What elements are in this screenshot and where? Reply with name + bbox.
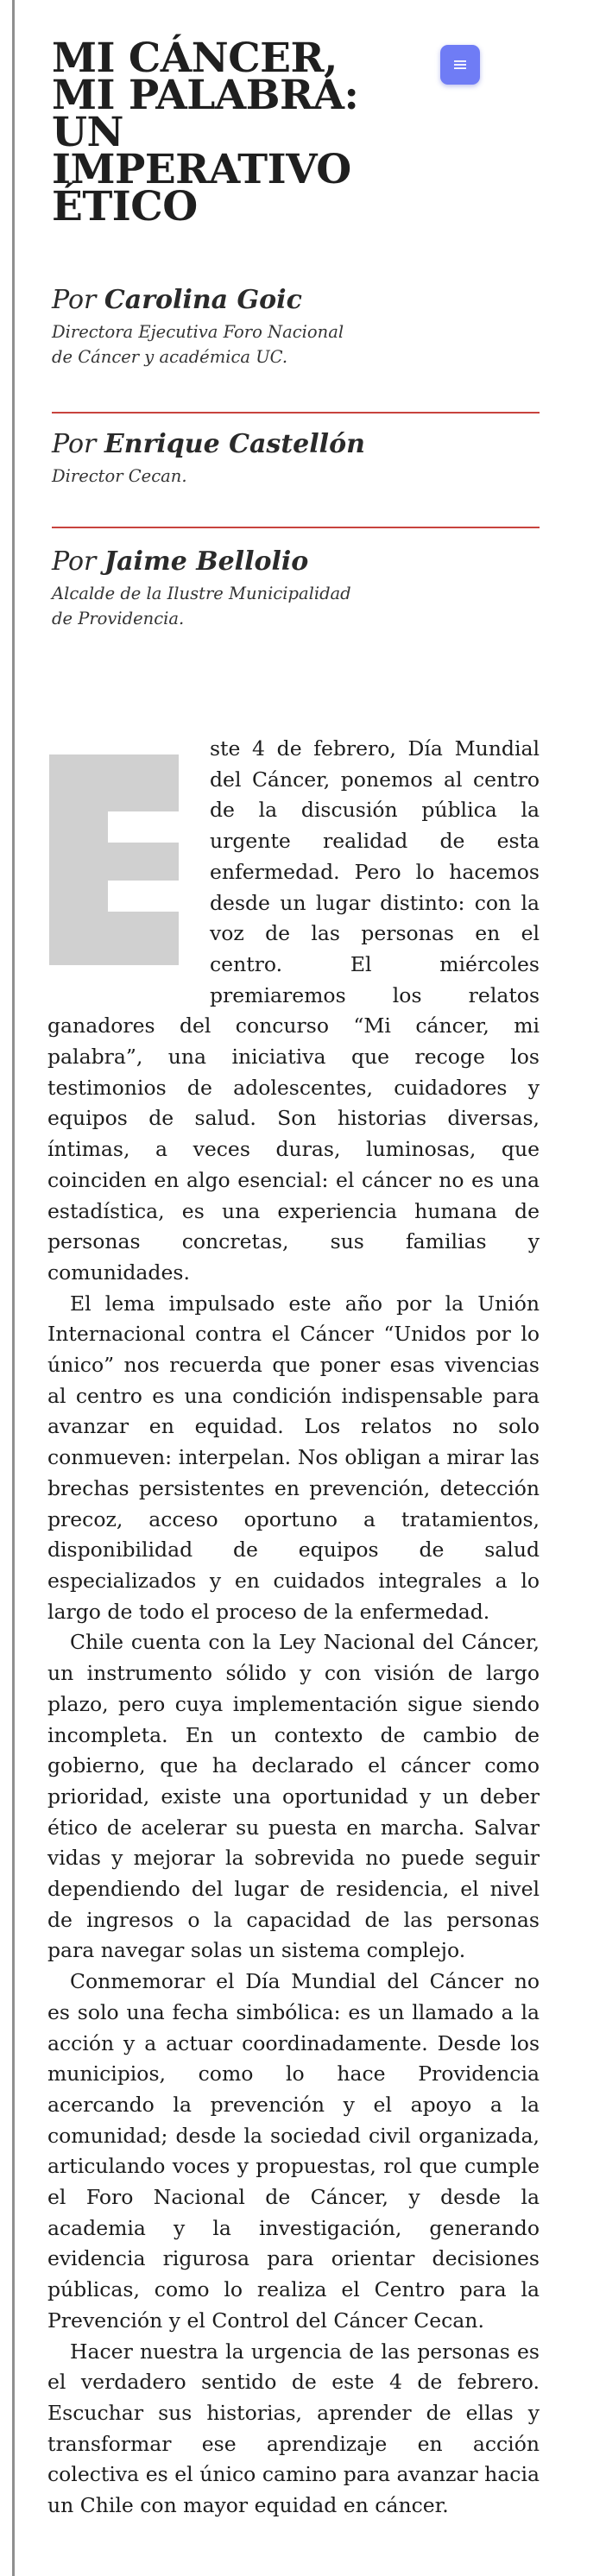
headline — [52, 35, 432, 230]
article-paragraph: Chile cuenta con la Ley Nacional del Cáncer, un instrumento sólido y con visión de largo plazo, pero cuya implementación sigue siendo incompleta. En un contexto de cambio de gobierno, que ha declarado el cáncer como prioridad, existe una oportunidad y un deber ético de acelerar su puesta en marcha. Salvar vidas y mejorar la sobrevida no puede seguir dependiendo del lugar de residencia, el nivel de ingresos o la capacidad de las personas para navegar solas un sistema complejo. — [47, 1630, 540, 1963]
drop-cap — [47, 754, 193, 979]
author-block — [52, 546, 535, 631]
author-separator — [52, 412, 540, 414]
headline-line-4: ÉTICO — [52, 183, 198, 230]
menu-icon — [452, 59, 468, 71]
author-role-line: de Cáncer y académica UC. — [52, 347, 288, 367]
author-block — [52, 429, 535, 489]
author-role-line: Director Cecan. — [52, 466, 187, 486]
headline-line-1: MI CÁNCER, — [52, 35, 338, 82]
author-separator — [52, 527, 540, 528]
drop-cap-block — [49, 754, 179, 965]
article-paragraph: Hacer nuestra la urgencia de las personas es el verdadero sentido de este 4 de febrero. Escuchar sus historias, aprender de ellas y transformar ese aprendizaje en acción colectiva es el único camino para avanzar hacia un Chile con mayor equidad en cáncer. — [47, 2339, 540, 2518]
author-role-line: Directora Ejecutiva Foro Nacional — [52, 322, 344, 342]
byline-prefix: Por — [52, 429, 97, 459]
article-paragraph: Conmemorar el Día Mundial del Cáncer no es solo una fecha simbólica: es un llamado a la acción y a actuar coordinadamente. Desde los municipios, como lo hace Providencia acercando la prevención y el apoyo a la comunidad; desde la sociedad civil organizada, articulando voces y propuestas, rol que cumple el Foro Nacional de Cáncer, y desde la academia y la investigación, generando evidencia rigurosa para orientar decisiones públicas, como lo realiza el Centro para la Prevención y el Control del Cáncer Cecan. — [47, 1969, 540, 2333]
drop-cap-letter — [47, 754, 48, 755]
author-role-line: de Providencia. — [52, 609, 185, 628]
article-paragraph: ste 4 de febrero, Día Mundial del Cáncer, ponemos al centro de la discusión pública la urgente realidad de esta enfermedad. Pero lo hacemos desde un lugar distinto: con la voz de las personas en el centro. El miércoles premiaremos los relatos ganadores del concurso “Mi cáncer, mi palabra”, una iniciativa que recoge los testimonios de adolescentes, cuidadores y equipos de salud. Son historias diversas, íntimas, a veces duras, luminosas, que coinciden en algo esencial: el cáncer no es una estadística, es una experiencia humana de personas concretas, sus familias y comunidades. — [47, 736, 540, 1285]
author-role — [52, 319, 535, 369]
author-byline — [52, 546, 535, 578]
author-name: Jaime Bellolio — [104, 546, 309, 577]
author-byline — [52, 285, 535, 316]
left-margin-rule — [12, 0, 15, 2576]
author-role — [52, 581, 535, 631]
article-paragraph: El lema impulsado este año por la Unión Internacional contra el Cáncer “Unidos por lo único” nos recuerda que poner esas vivencias al centro es una condición indispensable para avanzar en equidad. Los relatos no solo conmueven: interpelan. Nos obligan a mirar las brechas persistentes en prevención, detección precoz, acceso oportuno a tratamientos, disponibilidad de equipos de salud especializados y en cuidados integrales a lo largo de todo el proceso de la enfermedad. — [47, 1291, 540, 1624]
headline-line-2: MI PALABRA: — [52, 72, 359, 119]
article-body — [47, 734, 540, 2522]
byline-prefix: Por — [52, 546, 97, 577]
headline-line-3: UN IMPERATIVO — [52, 109, 351, 193]
menu-button[interactable] — [440, 45, 480, 85]
author-role — [52, 464, 535, 489]
author-role-line: Alcalde de la Ilustre Municipalidad — [52, 584, 351, 603]
author-name: Enrique Castellón — [104, 429, 365, 459]
byline-prefix: Por — [52, 285, 97, 315]
author-byline — [52, 429, 535, 460]
author-name: Carolina Goic — [104, 285, 302, 315]
author-block — [52, 285, 535, 369]
